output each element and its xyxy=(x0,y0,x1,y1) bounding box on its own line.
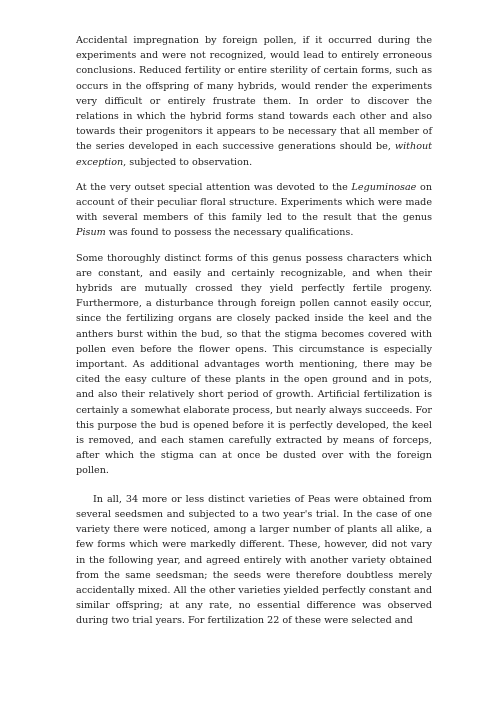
text-run: was found to possess the necessary qualifications. xyxy=(105,227,354,239)
italic-run: Leguminosae xyxy=(351,181,417,193)
document-page xyxy=(76,33,432,639)
italic-run: without exception xyxy=(76,141,432,168)
italic-run: Pisum xyxy=(76,227,106,239)
text-run: , subjected to observation. xyxy=(123,156,253,168)
text-run: Some thoroughly distinct forms of this genus possess characters which are constant, and easily and certainly recognizable, and when their hybrids are mutually crossed they yield perfectly fertile progeny. Furthermore, a disturbance through foreign pollen cannot easily occur, since the fertilizing organs are closely packed inside the keel and the anthers burst within the bud, so that the stigma becomes covered with pollen even before the flower opens. This circumstance is especially important. As additional advantages worth mentioning, there may be cited the easy culture of these plants in the open ground and in pots, and also their relatively short period of growth. Artificial fertilization is certainly a somewhat elaborate process, but nearly always succeeds. For this purpose the bud is opened before it is perfectly developed, the keel is removed, and each stamen carefully extracted by means of forceps, after which the stigma can at once be dusted over with the foreign pollen. xyxy=(76,252,432,477)
text-run: In all, 34 more or less distinct varieties of Peas were obtained from several seedsmen and subjected to a two year's trial. In the case of one variety there were noticed, among a larger number of plants all alike, a few forms which were markedly different. These, however, did not vary in the following year, and agreed entirely with another variety obtained from the same seedsman; the seeds were therefore doubtless merely accidentally mixed. All the other varieties yielded perfectly constant and similar offspring; at any rate, no essential difference was observed during two trial years. For fertilization 22 of these were selected and xyxy=(76,493,432,627)
paragraph-pea-varieties xyxy=(76,492,432,629)
text-run: on account of their peculiar floral structure. Experiments which were made with several members of this family led to the result that the genus xyxy=(76,181,432,224)
text-run: At the very outset special attention was devoted to the xyxy=(76,181,352,193)
paragraph-impregnation xyxy=(76,33,432,170)
paragraph-leguminosae xyxy=(76,180,432,241)
text-run: Accidental impregnation by foreign pollen, if it occurred during the experiments and were not recognized, would lead to entirely erroneous conclusions. Reduced fertility or entire sterility of certain forms, such as occurs in the offspring of many hybrids, would render the experiments very difficult or entirely frustrate them. In order to discover the relations in which the hybrid forms stand towards each other and also towards their progenitors it appears to be necessary that all member of the series developed in each successive generations should be, xyxy=(76,35,432,153)
paragraph-pisum-forms xyxy=(76,251,432,479)
